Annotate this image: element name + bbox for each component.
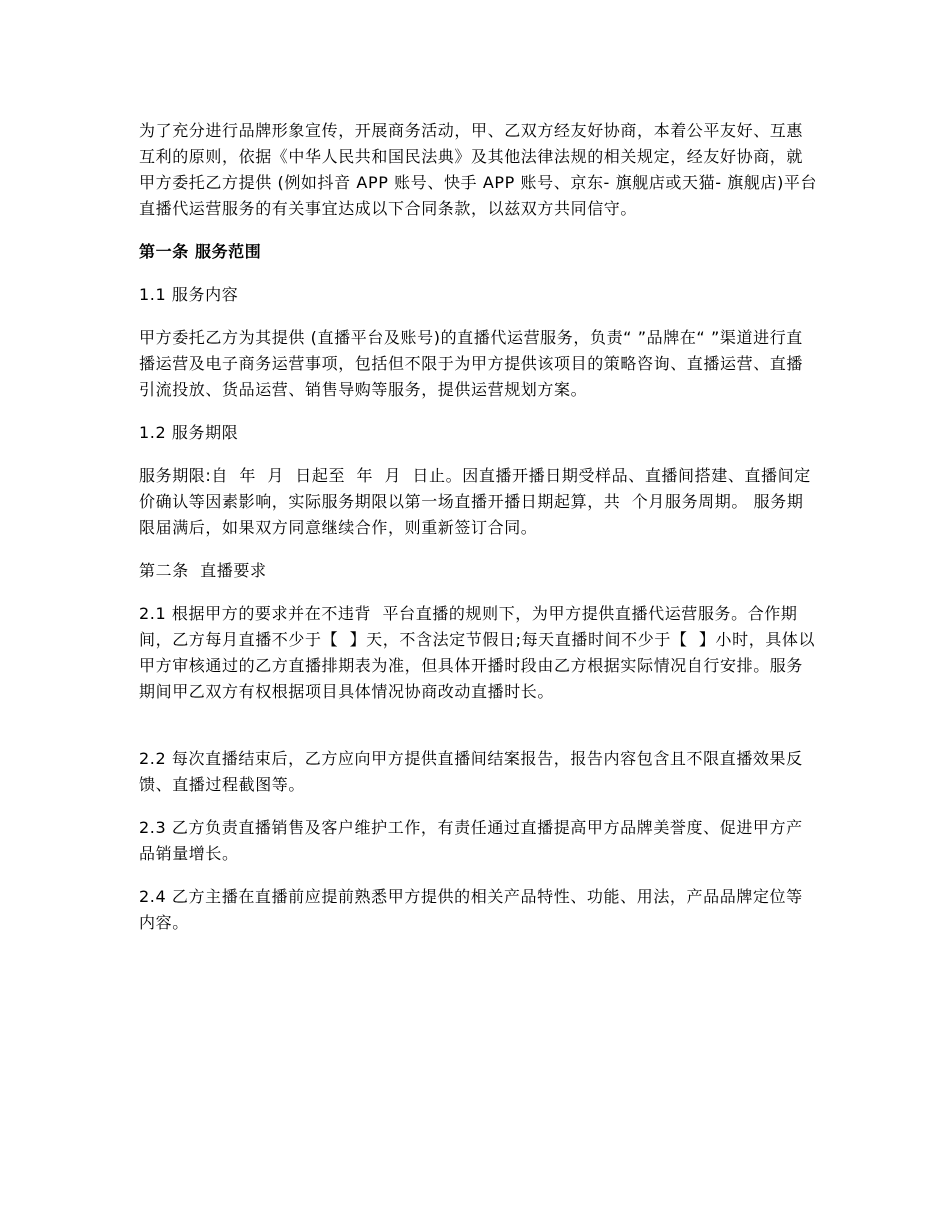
- section-1-1-paragraph: 甲方委托乙方为其提供 (直播平台及账号)的直播代运营服务，负责“ ”品牌在“ ”渠道进行直播运营及电子商务运营事项，包括但不限于为甲方提供该项目的策略咨询、直播运营、直播引流投放、货品运营、销售导购等服务，提供运营规划方案。: [139, 328, 804, 399]
- section-2-1-paragraph: 2.1 根据甲方的要求并在不违背 平台直播的规则下，为甲方提供直播代运营服务。合作期间，乙方每月直播不少于【 】天，不含法定节假日;每天直播时间不少于【 】小时，具体以甲方审核通过的乙方直播排期表为准，但具体开播时段由乙方根据实际情况自行安排。服务期间甲乙双方有权根据项目具体情况协商改动直播时长。: [139, 604, 816, 701]
- document-body: [139, 118, 819, 936]
- section-2-3-paragraph: 2.3 乙方负责直播销售及客户维护工作，有责任通过直播提高甲方品牌美誉度、促进甲方产品销量增长。: [139, 818, 803, 863]
- article-1-heading: 第一条 服务范围: [139, 242, 262, 261]
- section-1-2-heading: 1.2 服务期限: [139, 423, 239, 442]
- article-2-heading: 第二条 直播要求: [139, 561, 267, 580]
- section-1-1-heading: 1.1 服务内容: [139, 285, 239, 304]
- section-1-2-paragraph: 服务期限:自 年 月 日起至 年 月 日止。因直播开播日期受样品、直播间搭建、直播间定价确认等因素影响，实际服务期限以第一场直播开播日期起算，共 个月服务周期。 服务期限届满后，如果双方同意继续合作，则重新签订合同。: [139, 466, 811, 537]
- intro-paragraph: 为了充分进行品牌形象宣传，开展商务活动，甲、乙双方经友好协商，本着公平友好、互惠互利的原则，依据《中华人民共和国民法典》及其他法律法规的相关规定，经友好协商，就甲方委托乙方提供 (例如抖音 APP 账号、快手 APP 账号、京东- 旗舰店或天猫- 旗舰店)平台直播代运营服务的有关事宜达成以下合同条款，以兹双方共同信守。: [139, 121, 818, 218]
- section-2-2-paragraph: 2.2 每次直播结束后，乙方应向甲方提供直播间结案报告，报告内容包含且不限直播效果反馈、直播过程截图等。: [139, 749, 803, 794]
- section-2-4-paragraph: 2.4 乙方主播在直播前应提前熟悉甲方提供的相关产品特性、功能、用法，产品品牌定位等内容。: [139, 887, 803, 932]
